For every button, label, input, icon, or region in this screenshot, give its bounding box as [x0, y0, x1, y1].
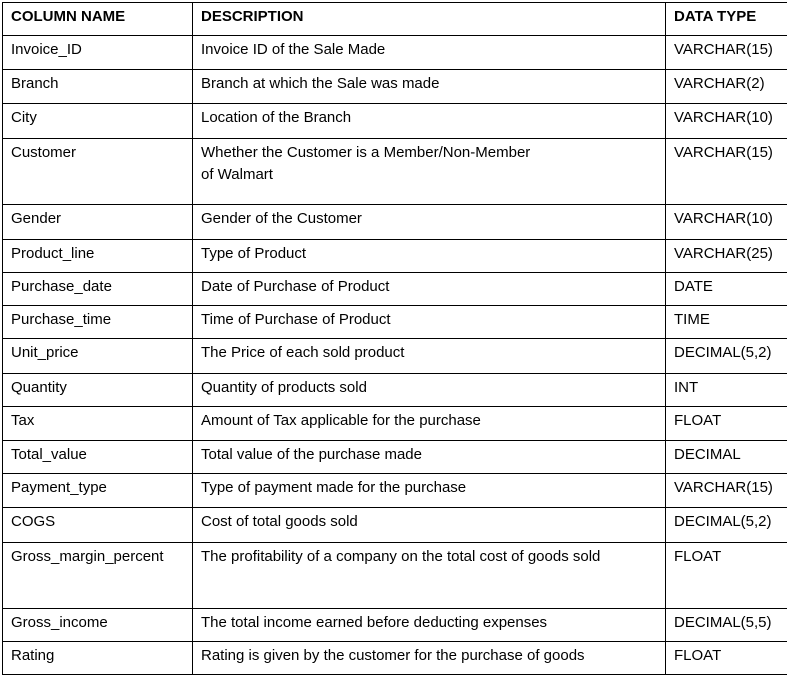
cell-column-name: Invoice_ID [3, 36, 193, 70]
cell-data-type: VARCHAR(25) [666, 240, 787, 273]
cell-column-name: Payment_type [3, 474, 193, 508]
cell-description: Quantity of products sold [193, 374, 666, 407]
table-row [3, 104, 787, 139]
table-row [3, 36, 787, 70]
cell-data-type: FLOAT [666, 642, 787, 675]
cell-description: Branch at which the Sale was made [193, 70, 666, 104]
cell-column-name: Gross_margin_percent [3, 543, 193, 609]
cell-description: Invoice ID of the Sale Made [193, 36, 666, 70]
cell-data-type: VARCHAR(10) [666, 104, 787, 139]
cell-column-name: City [3, 104, 193, 139]
table-row [3, 240, 787, 273]
table-row [3, 205, 787, 240]
cell-column-name: Customer [3, 139, 193, 205]
cell-column-name: Gender [3, 205, 193, 240]
cell-column-name: Tax [3, 407, 193, 441]
cell-data-type: VARCHAR(10) [666, 205, 787, 240]
cell-description: Gender of the Customer [193, 205, 666, 240]
header-data-type: DATA TYPE [666, 3, 787, 36]
table-row [3, 407, 787, 441]
header-row [3, 3, 787, 36]
cell-data-type: DECIMAL(5,2) [666, 339, 787, 374]
cell-data-type: VARCHAR(15) [666, 474, 787, 508]
cell-data-type: FLOAT [666, 407, 787, 441]
schema-table [2, 2, 787, 675]
cell-column-name: COGS [3, 508, 193, 543]
table-row [3, 441, 787, 474]
cell-description: The Price of each sold product [193, 339, 666, 374]
table-row [3, 474, 787, 508]
cell-column-name: Product_line [3, 240, 193, 273]
cell-column-name: Unit_price [3, 339, 193, 374]
cell-description: The total income earned before deducting expenses [193, 609, 666, 642]
cell-description: Location of the Branch [193, 104, 666, 139]
cell-description: Type of Product [193, 240, 666, 273]
table-row [3, 339, 787, 374]
table-row [3, 543, 787, 609]
cell-data-type: TIME [666, 306, 787, 339]
cell-column-name: Total_value [3, 441, 193, 474]
cell-description: The profitability of a company on the total cost of goods sold [193, 543, 666, 609]
cell-description: Type of payment made for the purchase [193, 474, 666, 508]
cell-description: Amount of Tax applicable for the purchase [193, 407, 666, 441]
cell-column-name: Gross_income [3, 609, 193, 642]
cell-data-type: DECIMAL [666, 441, 787, 474]
cell-description: Total value of the purchase made [193, 441, 666, 474]
cell-column-name: Purchase_date [3, 273, 193, 306]
cell-column-name: Rating [3, 642, 193, 675]
table-row [3, 508, 787, 543]
cell-column-name: Branch [3, 70, 193, 104]
cell-data-type: DECIMAL(5,5) [666, 609, 787, 642]
cell-description: Cost of total goods sold [193, 508, 666, 543]
cell-data-type: DECIMAL(5,2) [666, 508, 787, 543]
table-row [3, 642, 787, 675]
table-row [3, 374, 787, 407]
cell-description: Time of Purchase of Product [193, 306, 666, 339]
header-description: DESCRIPTION [193, 3, 666, 36]
table-row [3, 609, 787, 642]
cell-data-type: VARCHAR(2) [666, 70, 787, 104]
cell-description: Rating is given by the customer for the purchase of goods [193, 642, 666, 675]
table-row [3, 70, 787, 104]
cell-column-name: Quantity [3, 374, 193, 407]
cell-data-type: VARCHAR(15) [666, 139, 787, 205]
cell-data-type: DATE [666, 273, 787, 306]
table-row [3, 306, 787, 339]
cell-description: Whether the Customer is a Member/Non-Member of Walmart [193, 139, 666, 205]
table-row [3, 273, 787, 306]
cell-description: Date of Purchase of Product [193, 273, 666, 306]
cell-column-name: Purchase_time [3, 306, 193, 339]
cell-data-type: INT [666, 374, 787, 407]
header-column-name: COLUMN NAME [3, 3, 193, 36]
cell-data-type: FLOAT [666, 543, 787, 609]
cell-data-type: VARCHAR(15) [666, 36, 787, 70]
table-row [3, 139, 787, 205]
